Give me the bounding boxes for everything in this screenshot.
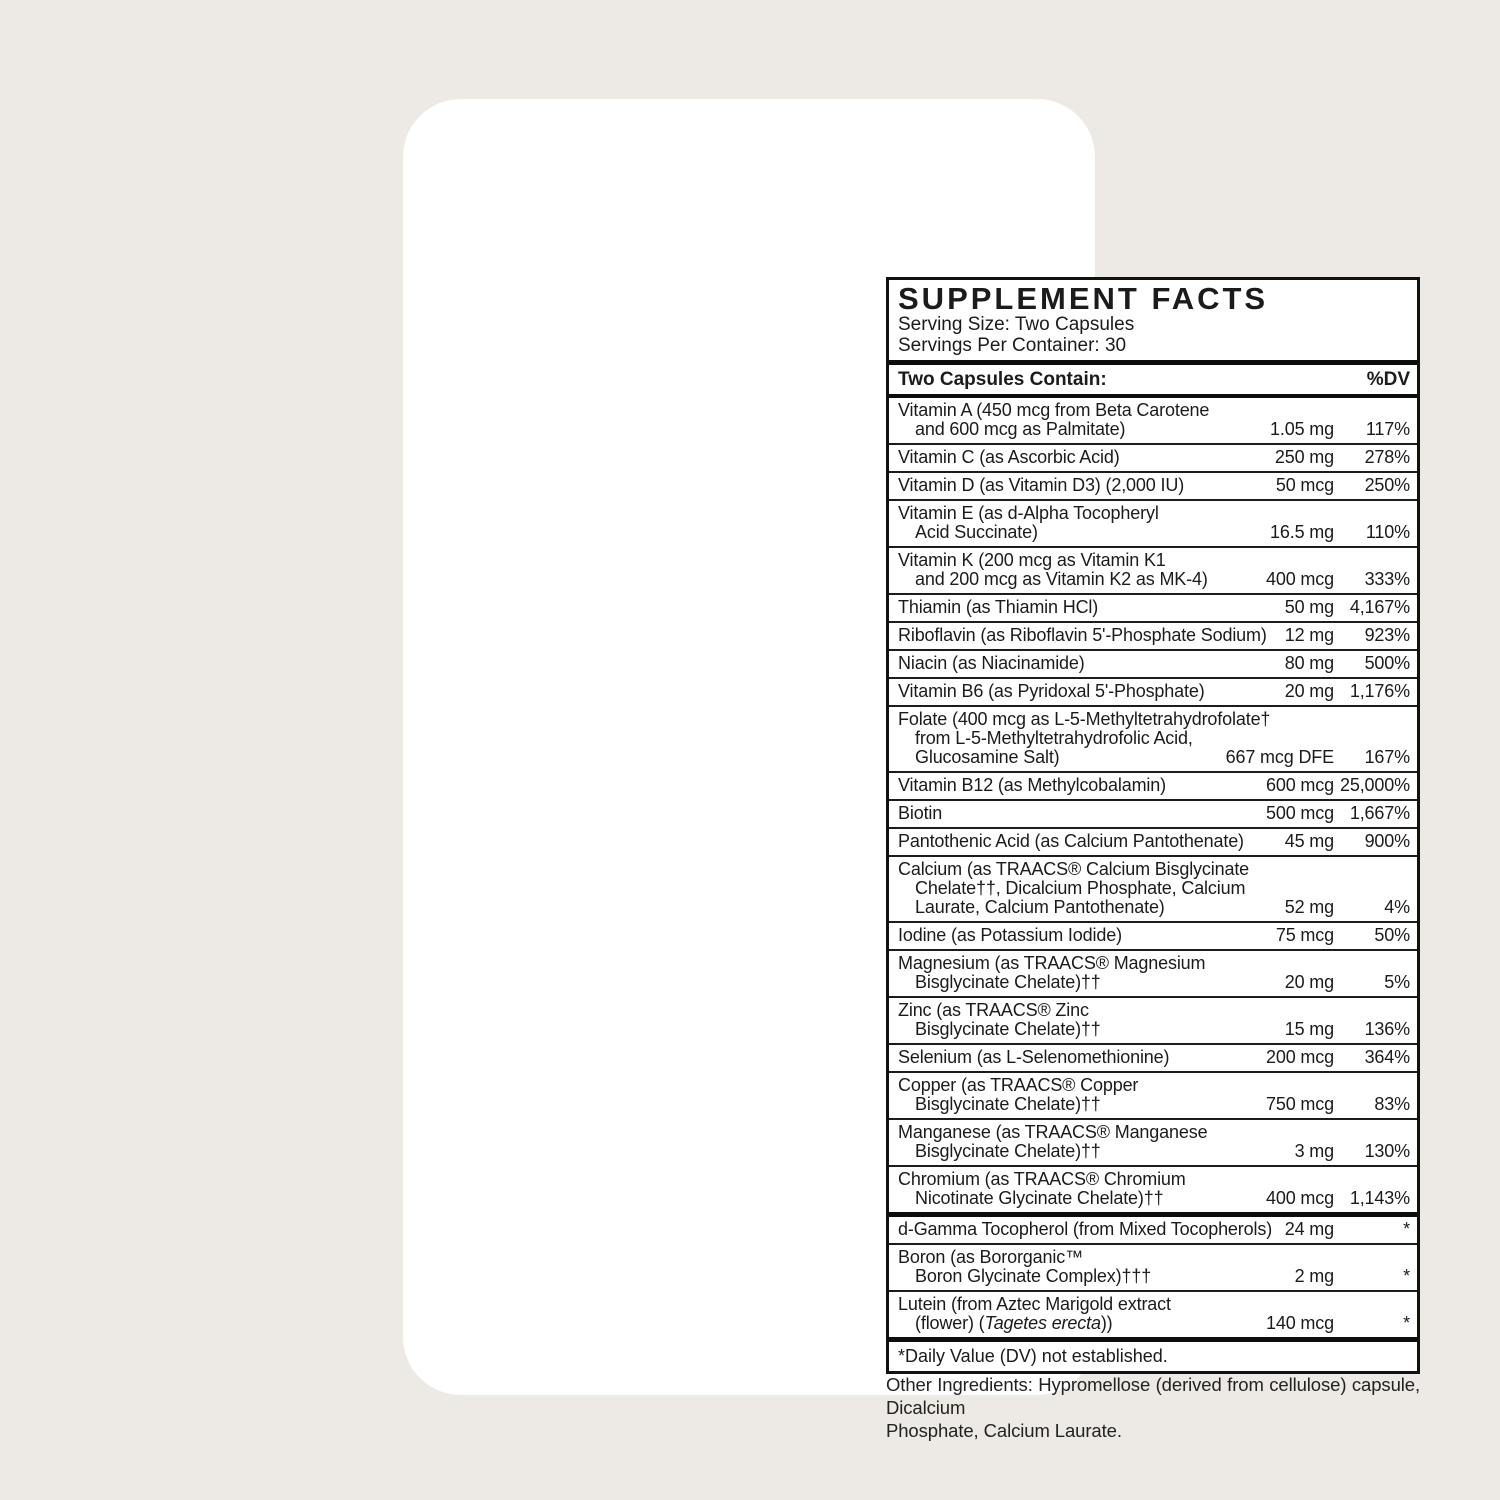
ingredient-amount: 500 mcg — [1266, 803, 1334, 823]
ingredient-name: Vitamin B6 (as Pyridoxal 5'-Phosphate) — [898, 681, 1205, 701]
ingredient-name: Magnesium (as TRAACS® Magnesium — [898, 953, 1206, 973]
ingredient-name-line3: Glucosamine Salt) — [915, 747, 1060, 767]
ingredient-amount: 12 mg — [1284, 625, 1334, 645]
table-row-iodine — [889, 921, 1417, 949]
table-row-thiamin — [889, 593, 1417, 621]
ingredient-dv: 1,667% — [1349, 803, 1410, 823]
ingredient-name: Thiamin (as Thiamin HCl) — [898, 597, 1099, 617]
ingredient-name: Manganese (as TRAACS® Manganese — [898, 1122, 1208, 1142]
ingredient-amount: 400 mcg — [1266, 569, 1334, 589]
table-row-chromium — [889, 1165, 1417, 1212]
ingredient-name: Riboflavin (as Riboflavin 5'-Phosphate Sodium) — [898, 625, 1267, 645]
table-row-lutein — [889, 1290, 1417, 1337]
ingredient-name: Iodine (as Potassium Iodide) — [898, 925, 1122, 945]
ingredient-amount: 52 mg — [1284, 897, 1334, 917]
ingredient-name: Vitamin D (as Vitamin D3) (2,000 IU) — [898, 475, 1185, 495]
ingredient-amount: 80 mg — [1284, 653, 1334, 673]
table-row-biotin — [889, 799, 1417, 827]
table-row-vitamin-k — [889, 546, 1417, 593]
ingredient-amount: 3 mg — [1294, 1141, 1334, 1161]
ingredient-name-line2: and 200 mcg as Vitamin K2 as MK-4) — [915, 569, 1208, 589]
table-header-block — [889, 280, 1417, 365]
ingredient-name: Calcium (as TRAACS® Calcium Bisglycinate — [898, 859, 1250, 879]
ingredient-name: Vitamin E (as d-Alpha Tocopheryl — [898, 503, 1159, 523]
ingredient-amount: 140 mcg — [1266, 1313, 1334, 1333]
ingredient-dv: 1,176% — [1349, 681, 1410, 701]
lutein-line2-prefix: (flower) ( — [915, 1313, 985, 1333]
table-row-riboflavin — [889, 621, 1417, 649]
ingredient-dv: 83% — [1374, 1094, 1410, 1114]
ingredient-dv: 364% — [1364, 1047, 1410, 1067]
ingredient-name-line2: Bisglycinate Chelate)†† — [915, 1141, 1101, 1161]
ingredient-name-line2: from L-5-Methyltetrahydrofolic Acid, — [915, 728, 1193, 748]
supplement-facts-table — [886, 277, 1420, 1374]
table-row-boron — [889, 1243, 1417, 1290]
table-row-vitamin-d — [889, 471, 1417, 499]
column-header-row — [889, 365, 1417, 398]
ingredient-amount: 200 mcg — [1266, 1047, 1334, 1067]
ingredient-name: Lutein (from Aztec Marigold extract — [898, 1294, 1171, 1314]
ingredient-amount: 20 mg — [1284, 681, 1334, 701]
supplement-facts-title: SUPPLEMENT FACTS — [898, 281, 1269, 316]
ingredient-dv: 117% — [1365, 419, 1410, 439]
ingredient-dv: 900% — [1364, 831, 1410, 851]
table-row-vitamin-a — [889, 398, 1417, 443]
ingredient-name: Chromium (as TRAACS® Chromium — [898, 1169, 1186, 1189]
table-row-manganese — [889, 1118, 1417, 1165]
ingredient-amount: 250 mg — [1274, 447, 1334, 467]
ingredient-dv: 4% — [1384, 897, 1410, 917]
ingredient-name-line2: and 600 mcg as Palmitate) — [915, 419, 1126, 439]
other-ingredients-line1: Other Ingredients: Hypromellose (derived from cellulose) capsule, Dicalcium — [886, 1374, 1420, 1418]
ingredient-dv: 167% — [1364, 747, 1410, 767]
ingredient-dv: 1,143% — [1349, 1188, 1410, 1208]
table-row-niacin — [889, 649, 1417, 677]
ingredient-amount: 15 mg — [1284, 1019, 1334, 1039]
ingredient-amount: 400 mcg — [1266, 1188, 1334, 1208]
table-row-vitamin-e — [889, 499, 1417, 546]
ingredient-dv: 923% — [1364, 625, 1410, 645]
ingredient-name: Zinc (as TRAACS® Zinc — [898, 1000, 1089, 1020]
ingredient-name-line3: Laurate, Calcium Pantothenate) — [915, 897, 1165, 917]
table-row-d-gamma-tocopherol — [889, 1212, 1417, 1243]
lutein-line2-suffix: )) — [1100, 1313, 1113, 1333]
ingredient-dv: 25,000% — [1339, 775, 1410, 795]
ingredient-amount: 2 mg — [1294, 1266, 1334, 1286]
table-row-zinc — [889, 996, 1417, 1043]
ingredient-name: Copper (as TRAACS® Copper — [898, 1075, 1139, 1095]
ingredient-name-line2: Nicotinate Glycinate Chelate)†† — [915, 1188, 1164, 1208]
ingredient-dv: 500% — [1364, 653, 1410, 673]
ingredient-name: Selenium (as L-Selenomethionine) — [898, 1047, 1170, 1067]
ingredient-name: d-Gamma Tocopherol (from Mixed Tocopherols) — [898, 1219, 1273, 1239]
table-row-vitamin-b6 — [889, 677, 1417, 705]
ingredient-dv: 4,167% — [1349, 597, 1410, 617]
column-header: Two Capsules Contain: — [898, 369, 1107, 390]
ingredient-amount: 16.5 mg — [1270, 522, 1334, 542]
ingredient-dv: 136% — [1364, 1019, 1410, 1039]
serving-size: Serving Size: Two Capsules — [898, 314, 1135, 335]
ingredient-dv: 333% — [1364, 569, 1410, 589]
ingredient-name: Vitamin B12 (as Methylcobalamin) — [898, 775, 1166, 795]
ingredient-name: Niacin (as Niacinamide) — [898, 653, 1085, 673]
table-row-folate — [889, 705, 1417, 771]
ingredient-dv: 50% — [1374, 925, 1410, 945]
table-row-copper — [889, 1071, 1417, 1118]
table-row-magnesium — [889, 949, 1417, 996]
ingredient-name: Biotin — [898, 803, 943, 823]
ingredient-dv: 250% — [1364, 475, 1410, 495]
dv-column-header: %DV — [1366, 369, 1410, 390]
ingredient-name: Folate (400 mcg as L-5-Methyltetrahydrofolate† — [898, 709, 1271, 729]
table-row-pantothenic-acid — [889, 827, 1417, 855]
daily-value-footnote: *Daily Value (DV) not established. — [889, 1337, 1417, 1371]
ingredient-amount: 750 mcg — [1266, 1094, 1334, 1114]
table-row-calcium — [889, 855, 1417, 921]
ingredient-dv: 130% — [1364, 1141, 1410, 1161]
ingredient-name-line2: Boron Glycinate Complex)††† — [915, 1266, 1152, 1286]
table-row-vitamin-b12 — [889, 771, 1417, 799]
ingredient-name-line2: Bisglycinate Chelate)†† — [915, 1019, 1101, 1039]
ingredient-name: Vitamin C (as Ascorbic Acid) — [898, 447, 1120, 467]
product-label-card — [403, 99, 1420, 1441]
ingredient-name-line2: Bisglycinate Chelate)†† — [915, 1094, 1101, 1114]
ingredient-amount: 75 mcg — [1275, 925, 1334, 945]
ingredient-name: Pantothenic Acid (as Calcium Pantothenate) — [898, 831, 1244, 851]
ingredient-dv: * — [1403, 1313, 1410, 1333]
ingredient-name-line2: Acid Succinate) — [915, 522, 1038, 542]
ingredient-amount: 50 mg — [1284, 597, 1334, 617]
other-ingredients-line2: Phosphate, Calcium Laurate. — [886, 1420, 1122, 1441]
ingredient-amount: 600 mcg — [1266, 775, 1334, 795]
ingredient-amount: 20 mg — [1284, 972, 1334, 992]
ingredient-name: Boron (as Bororganic™ — [898, 1247, 1083, 1267]
ingredient-name: Vitamin K (200 mcg as Vitamin K1 — [898, 550, 1166, 570]
ingredient-name-line2: Bisglycinate Chelate)†† — [915, 972, 1101, 992]
ingredient-name-line2: Chelate††, Dicalcium Phosphate, Calcium — [915, 878, 1246, 898]
ingredient-amount: 667 mcg DFE — [1225, 747, 1334, 767]
ingredient-amount: 1.05 mg — [1270, 419, 1334, 439]
servings-per-container: Servings Per Container: 30 — [898, 335, 1127, 356]
other-ingredients — [886, 1373, 1420, 1442]
ingredient-dv: * — [1403, 1219, 1410, 1239]
ingredient-dv: * — [1403, 1266, 1410, 1286]
table-row-selenium — [889, 1043, 1417, 1071]
ingredient-dv: 5% — [1384, 972, 1410, 992]
ingredient-dv: 278% — [1364, 447, 1410, 467]
lutein-latin-name: Tagetes erecta — [984, 1313, 1101, 1333]
ingredient-dv: 110% — [1365, 522, 1410, 542]
table-row-vitamin-c — [889, 443, 1417, 471]
ingredient-name: Vitamin A (450 mcg from Beta Carotene — [898, 400, 1210, 420]
ingredient-amount: 24 mg — [1284, 1219, 1334, 1239]
ingredient-amount: 50 mcg — [1275, 475, 1334, 495]
ingredient-amount: 45 mg — [1284, 831, 1334, 851]
